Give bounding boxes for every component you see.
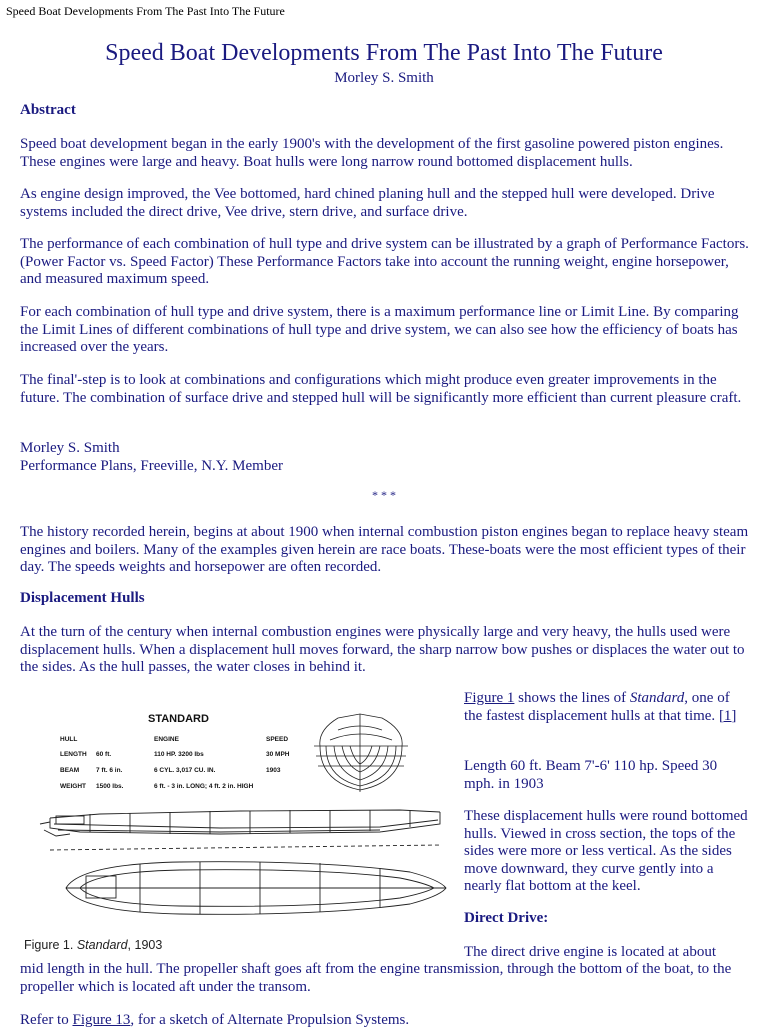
figure-description-text-1: shows the lines of [514,690,630,706]
specs-paragraph: Length 60 ft. Beam 7'-6' 110 hp. Speed 30 mph. in 1903 [464,758,718,792]
reference-1-link[interactable]: [1] [718,707,737,724]
figure-description [464,690,748,725]
round-bottom-paragraph: These displacement hulls were round bottomed hulls. Viewed in cross section, the tops of the sides were more or less vertical. As the sides move downward, they curve gently into a nearly flat bottom at the keel. [464,808,748,894]
figure-col-hull: HULL [60,736,78,743]
figure-row-engine: 110 HP. 3200 lbs [154,751,204,758]
figure-caption [24,938,162,952]
direct-drive-heading: Direct Drive: [464,910,549,926]
figure-col-speed: SPEED [266,736,289,743]
figure-description-name: Standard [629,690,685,706]
refer-suffix: , for a sketch of Alternate Propulsion Systems. [130,1012,410,1028]
displacement-paragraph: At the turn of the century when internal combustion engines were physically large and very heavy, the hulls used were displacement hulls. When a displacement hull moves forward, the sharp narrow bow pushes or displaces the water out to the sides. As the hull passes, the water closes in behind it. [20,624,745,675]
figure-caption-suffix: , 1903 [127,938,163,952]
hull-profile-view [40,810,440,850]
page-title: Speed Boat Developments From The Past Into The Future [105,40,663,66]
abstract-paragraph-3: The performance of each combination of hull type and drive system can be illustrated by a graph of Performance Factors. (Power Factor vs. Speed Factor) These Performance Factors take into account the running weight, engine horsepower, and measured maximum speed. [20,236,749,287]
history-paragraph: The history recorded herein, begins at about 1900 when internal combustion piston engines began to replace heavy steam engines and boilers. Many of the examples given herein are race boats. These-boats were the most efficient types of their day. The speeds weights and horsepower are often recorded. [20,524,749,575]
figure-row-engine: 6 CYL. 3,017 CU. IN. [154,767,216,774]
figure-description-text-2: , one of the fastest displacement hulls at that time. [464,690,730,724]
direct-drive-paragraph-start: The direct drive engine is located at about [464,944,716,960]
running-header: Speed Boat Developments From The Past Into The Future [6,4,285,18]
figure-row-hull: 7 ft. 6 in. [96,767,123,774]
standard-hull-lines-drawing [20,700,458,936]
figure-standard-drawing [20,700,458,962]
figure-row-label: WEIGHT [60,783,86,790]
section-separator: * * * [372,488,396,502]
abstract-paragraph-5: The final'-step is to look at combinations and configurations which might produce even greater improvements in the future. The combination of surface drive and stepped hull will be significantly more efficient than current pleasure craft. [20,372,742,406]
hull-plan-view [66,862,446,915]
author-name: Morley S. Smith [334,70,434,86]
figure-1-link[interactable]: Figure 1 [464,690,515,706]
body-plan-sections [314,714,408,792]
figure-col-engine: ENGINE [154,736,179,743]
figure-row-hull: 60 ft. [96,751,112,758]
figure-row-speed: 1903 [266,767,281,774]
abstract-heading: Abstract [20,102,76,118]
signature-name: Morley S. Smith [20,440,120,456]
figure-row-engine: 6 ft. - 3 in. LONG; 4 ft. 2 in. HIGH [154,783,254,790]
figure-row-label: LENGTH [60,751,87,758]
refer-paragraph [20,1012,750,1030]
figure-row-hull: 1500 lbs. [96,783,124,790]
displacement-heading: Displacement Hulls [20,590,145,606]
direct-drive-paragraph-continued: mid length in the hull. The propeller shaft goes aft from the engine transmission, through the bottom of the boat, to the propeller which is located aft under the transom. [20,961,732,995]
refer-prefix: Refer to [20,1012,73,1028]
abstract-paragraph-4: For each combination of hull type and drive system, there is a maximum performance line or Limit Line. By comparing the Limit Lines of different combinations of hull type and drive system, we can also see how the efficiency of boats has increased over the years. [20,304,739,355]
signature-affiliation: Performance Plans, Freeville, N.Y. Member [20,458,283,474]
figure-row-speed: 30 MPH [266,751,290,758]
abstract-paragraph-2: As engine design improved, the Vee bottomed, hard chined planing hull and the stepped hull were developed. Drive systems included the direct drive, Vee drive, stern drive, and surface drive. [20,186,715,220]
figure-title: STANDARD [148,713,209,725]
abstract-paragraph-1: Speed boat development began in the early 1900's with the development of the first gasoline powered piston engines. These engines were large and heavy. Boat hulls were long narrow round bottomed displacement hulls. [20,136,724,170]
figure-row-label: BEAM [60,767,80,774]
figure-caption-prefix: Figure 1. [24,938,77,952]
figure-13-link[interactable]: Figure 13 [72,1012,131,1028]
figure-caption-name: Standard [76,938,128,952]
